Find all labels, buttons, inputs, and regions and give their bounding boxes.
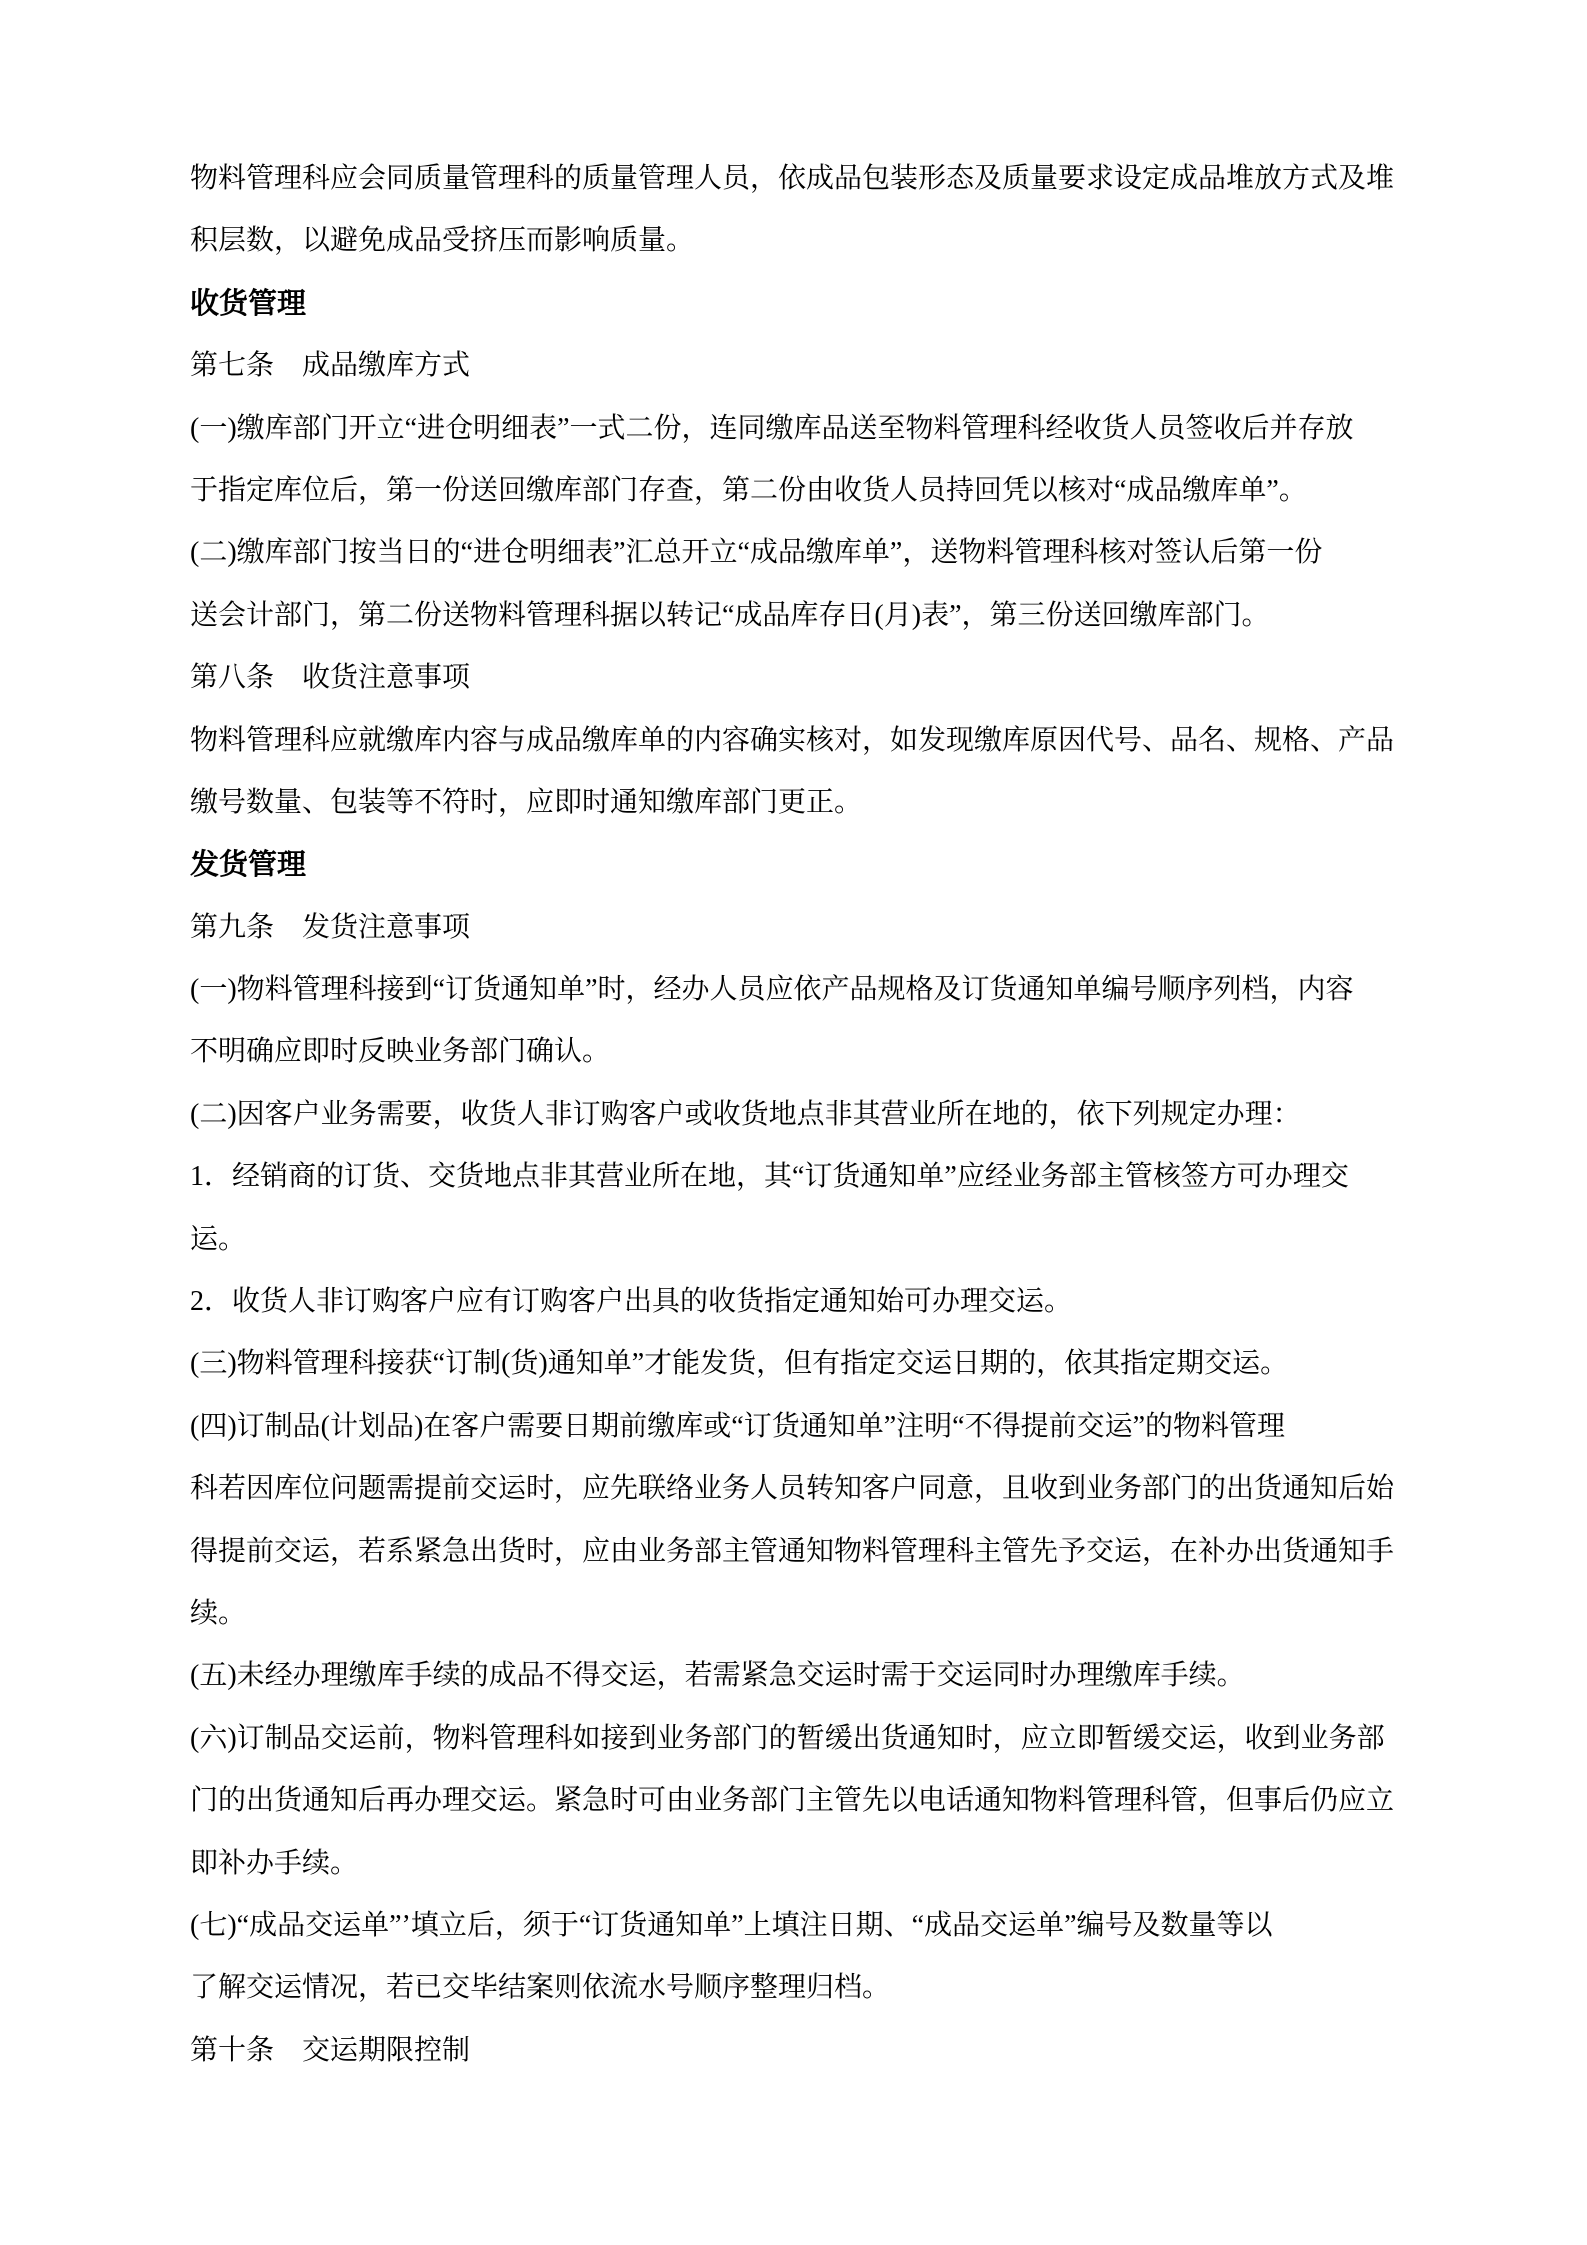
- text-line: 第八条 收货注意事项: [190, 662, 471, 694]
- paragraph: [190, 335, 1405, 397]
- text-line: 发货管理: [190, 849, 307, 882]
- text-line: 2．收货人非订购客户应有订购客户出具的收货指定通知始可办理交运。: [190, 1286, 1073, 1318]
- text-line: 续。: [190, 1597, 247, 1629]
- text-line: 1．经销商的订货、交货地点非其营业所在地，其“订货通知单”应经业务部主管核签方可办理交: [190, 1161, 1349, 1193]
- document-body: [190, 148, 1405, 2082]
- paragraph: [190, 647, 1405, 709]
- text-line: (七)“成品交运单”’填立后，须于“订货通知单”上填注日期、“成品交运单”编号及数量等以: [190, 1909, 1273, 1941]
- section-heading: [190, 834, 1405, 896]
- text-line: (二)缴库部门按当日的“进仓明细表”汇总开立“成品缴库单”，送物料管理科核对签认后第一份: [190, 537, 1323, 569]
- paragraph: [190, 1333, 1405, 1395]
- text-line: (一)物料管理科接到“订货通知单”时，经办人员应依产品规格及订货通知单编号顺序列档，内容: [190, 974, 1354, 1006]
- paragraph: [190, 522, 1405, 647]
- text-line: 送会计部门，第二份送物料管理科据以转记“成品库存日(月)表”，第三份送回缴库部门。: [190, 599, 1270, 631]
- paragraph: [190, 1396, 1405, 1646]
- text-line: (四)订制品(计划品)在客户需要日期前缴库或“订货通知单”注明“不得提前交运”的物料管理: [190, 1410, 1286, 1442]
- paragraph: [190, 2020, 1405, 2082]
- text-line: 第九条 发货注意事项: [190, 911, 471, 943]
- paragraph: [190, 959, 1405, 1084]
- text-line: 即补办手续。: [190, 1847, 359, 1879]
- paragraph: [190, 148, 1405, 273]
- text-line: 不明确应即时反映业务部门确认。: [190, 1036, 611, 1068]
- text-line: (一)缴库部门开立“进仓明细表”一式二份，连同缴库品送至物料管理科经收货人员签收后并存放: [190, 412, 1354, 444]
- text-line: (三)物料管理科接获“订制(货)通知单”才能发货，但有指定交运日期的，依其指定期交运。: [190, 1348, 1289, 1380]
- paragraph: [190, 1271, 1405, 1333]
- text-line: 于指定库位后，第一份送回缴库部门存查，第二份由收货人员持回凭以核对“成品缴库单”。: [190, 474, 1307, 506]
- paragraph: [190, 897, 1405, 959]
- text-line: 了解交运情况，若已交毕结案则依流水号顺序整理归档。: [190, 1972, 891, 2004]
- paragraph: [190, 1146, 1405, 1271]
- text-line: 缴号数量、包装等不符时，应即时通知缴库部门更正。: [190, 786, 863, 818]
- text-line: 第十条 交运期限控制: [190, 2034, 471, 2066]
- paragraph: [190, 1708, 1405, 1895]
- text-line: (六)订制品交运前，物料管理科如接到业务部门的暂缓出货通知时，应立即暂缓交运，收到业务部: [190, 1722, 1385, 1754]
- text-line: 运。: [190, 1223, 247, 1255]
- paragraph: [190, 1895, 1405, 2020]
- text-line: 科若因库位问题需提前交运时，应先联络业务人员转知客户同意，且收到业务部门的出货通知后始: [190, 1473, 1395, 1505]
- paragraph: [190, 1084, 1405, 1146]
- text-line: (二)因客户业务需要，收货人非订购客户或收货地点非其营业所在地的，依下列规定办理：: [190, 1098, 1301, 1130]
- text-line: 门的出货通知后再办理交运。紧急时可由业务部门主管先以电话通知物料管理科管，但事后仍应立: [190, 1785, 1395, 1817]
- paragraph: [190, 1645, 1405, 1707]
- text-line: 积层数，以避免成品受挤压而影响质量。: [190, 225, 695, 257]
- section-heading: [190, 273, 1405, 335]
- text-line: 得提前交运，若系紧急出货时，应由业务部主管通知物料管理科主管先予交运，在补办出货通知手: [190, 1535, 1395, 1567]
- text-line: 物料管理科应就缴库内容与成品缴库单的内容确实核对，如发现缴库原因代号、品名、规格、产品: [190, 724, 1395, 756]
- text-line: 第七条 成品缴库方式: [190, 350, 471, 382]
- paragraph: [190, 398, 1405, 523]
- text-line: (五)未经办理缴库手续的成品不得交运，若需紧急交运时需于交运同时办理缴库手续。: [190, 1660, 1245, 1692]
- paragraph: [190, 710, 1405, 835]
- text-line: 收货管理: [190, 287, 307, 320]
- text-line: 物料管理科应会同质量管理科的质量管理人员，依成品包装形态及质量要求设定成品堆放方式及堆: [190, 163, 1395, 194]
